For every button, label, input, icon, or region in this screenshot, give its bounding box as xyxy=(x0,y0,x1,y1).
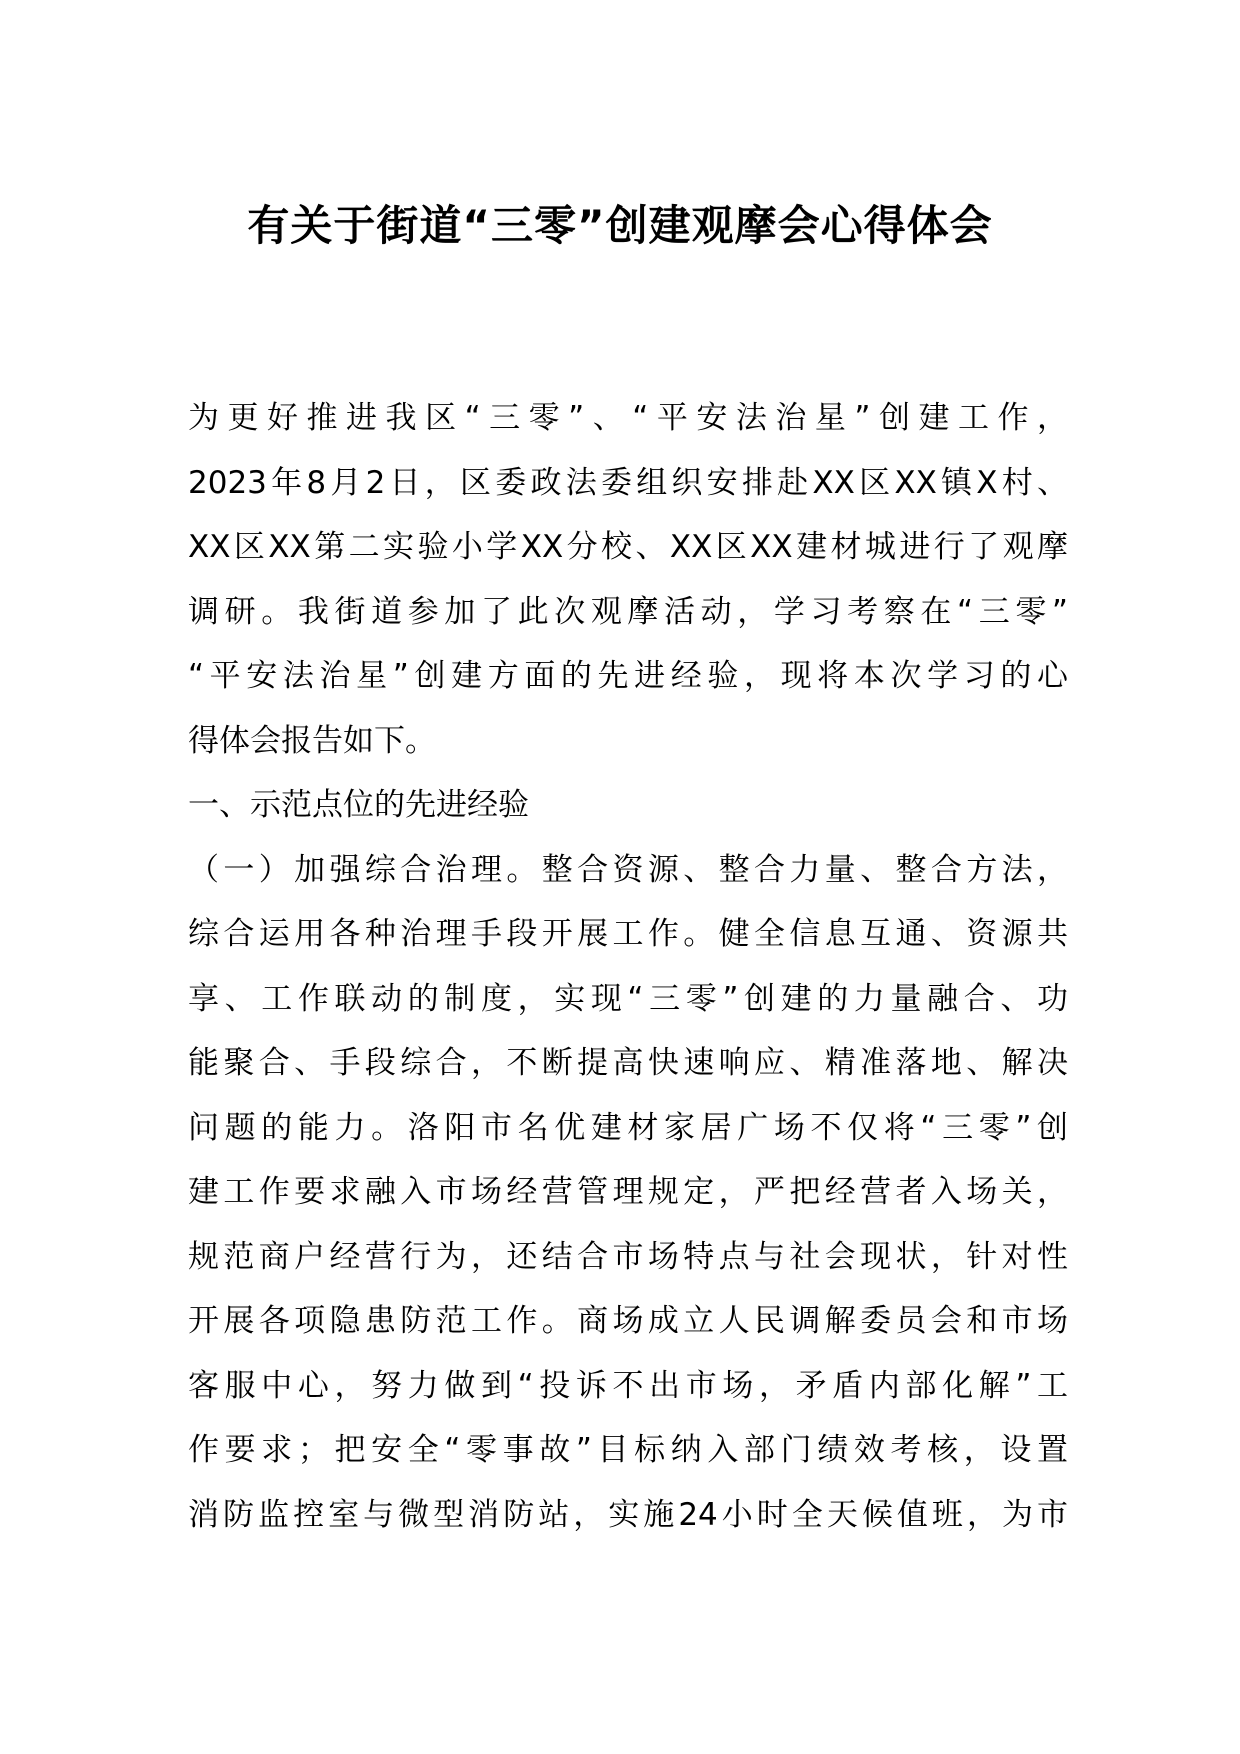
document-title: 有关于街道“三零”创建观摩会心得体会 xyxy=(247,201,993,250)
body-line: 建工作要求融入市场经营管理规定，严把经营者入场关， xyxy=(188,1174,1068,1210)
body-line: 作要求；把安全“零事故”目标纳入部门绩效考核，设置 xyxy=(188,1432,1068,1468)
body-line: 综合运用各种治理手段开展工作。健全信息互通、资源共 xyxy=(188,916,1068,952)
document-body xyxy=(188,386,1068,1547)
section-heading: 一、示范点位的先进经验 xyxy=(188,787,529,823)
body-line: 消防监控室与微型消防站，实施24小时全天候值班，为市 xyxy=(188,1496,1068,1533)
body-line: 为更好推进我区“三零”、“平安法治星”创建工作， xyxy=(188,400,1068,436)
body-line: “平安法治星”创建方面的先进经验，现将本次学习的心 xyxy=(188,658,1068,694)
body-line: 调研。我街道参加了此次观摩活动，学习考察在“三零” xyxy=(188,593,1068,630)
body-line: 规范商户经营行为，还结合市场特点与社会现状，针对性 xyxy=(188,1238,1068,1275)
body-line: XX区XX第二实验小学XX分校、XX区XX建材城进行了观摩 xyxy=(188,529,1068,565)
body-line: 客服中心，努力做到“投诉不出市场，矛盾内部化解”工 xyxy=(188,1367,1068,1404)
body-line: 享、工作联动的制度，实现“三零”创建的力量融合、功 xyxy=(188,980,1068,1017)
body-line: 问题的能力。洛阳市名优建材家居广场不仅将“三零”创 xyxy=(188,1109,1068,1146)
body-line: 2023年8月2日，区委政法委组织安排赴XX区XX镇X村、 xyxy=(188,464,1068,501)
body-line: 开展各项隐患防范工作。商场成立人民调解委员会和市场 xyxy=(188,1303,1068,1339)
body-line: 得体会报告如下。 xyxy=(188,722,436,759)
body-line: 能聚合、手段综合，不断提高快速响应、精准落地、解决 xyxy=(188,1045,1068,1081)
body-line: （一）加强综合治理。整合资源、整合力量、整合方法， xyxy=(188,851,1068,888)
